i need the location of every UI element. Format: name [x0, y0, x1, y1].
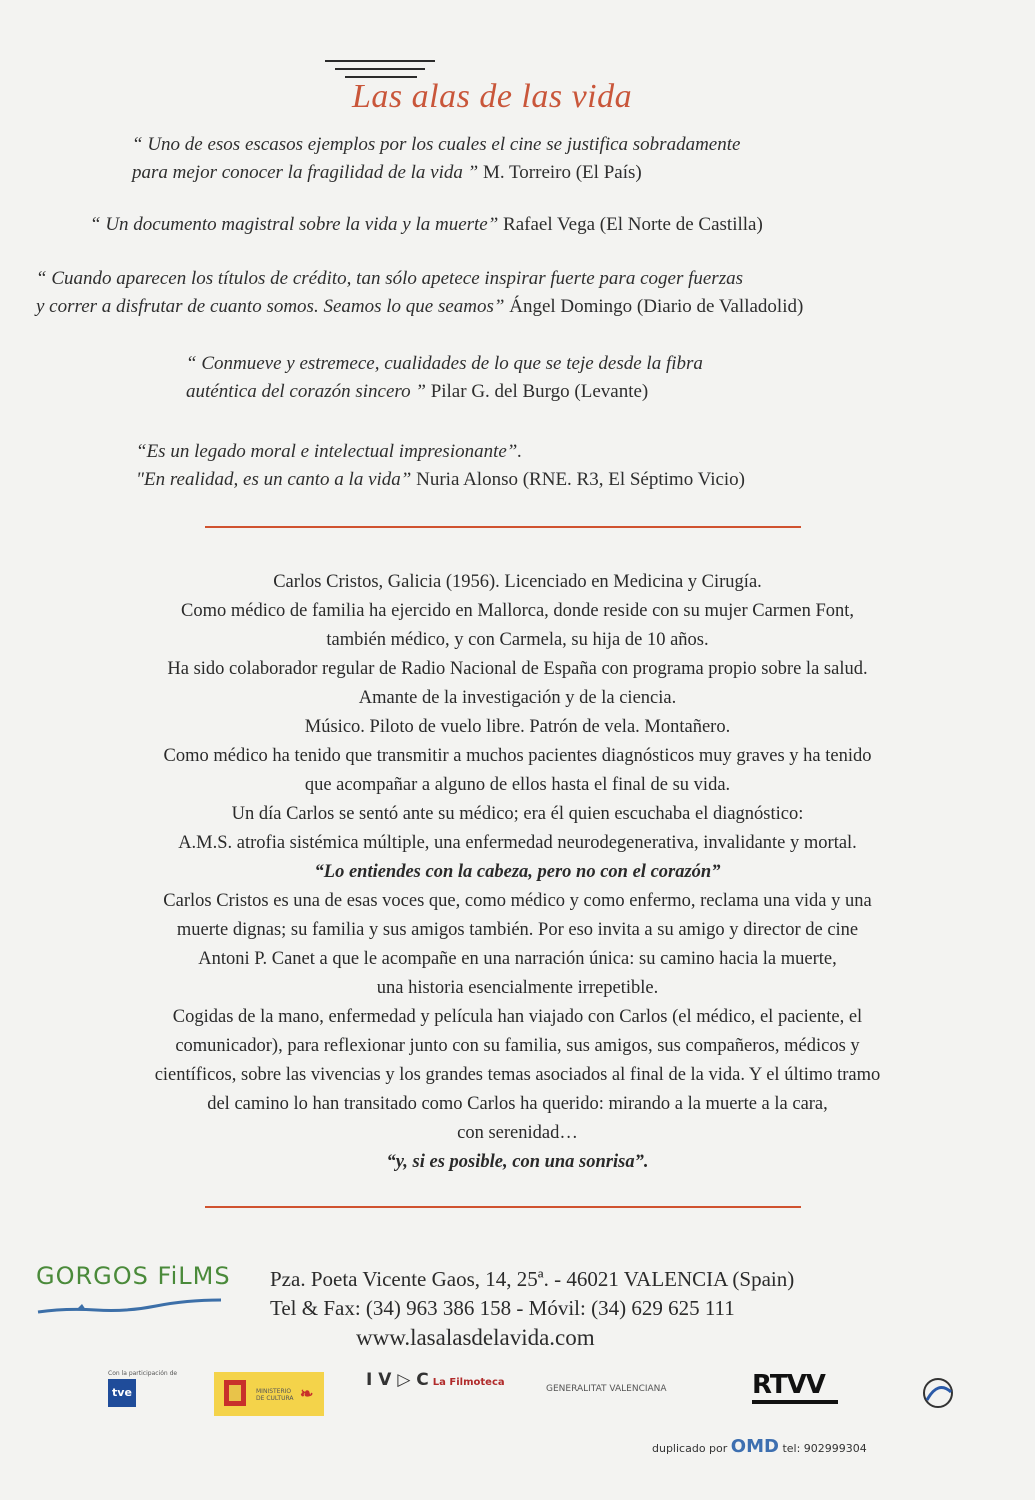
bio-line: una historia esencialmente irrepetible. — [376, 978, 659, 998]
bio-line: Cogidas de la mano, enfermedad y película han viajado con Carlos (el médico, el paciente, el — [172, 1007, 863, 1027]
divider-bottom — [205, 1206, 801, 1208]
bio-line: Antoni P. Canet a que le acompañe en una narración única: su camino hacia la muerte, — [198, 949, 837, 969]
quote-line: “Es un legado moral e intelectual impresionante”. — [136, 441, 523, 462]
quote-2 — [90, 211, 763, 239]
quote-5 — [136, 438, 745, 494]
quote-4 — [186, 350, 703, 406]
quote-line: “ Cuando aparecen los títulos de crédito, tan sólo apetece inspirar fuerte para coger fuerzas — [36, 268, 743, 289]
bio-line: Un día Carlos se sentó ante su médico; era él quien escuchaba el diagnóstico: — [231, 804, 804, 824]
rtvv-logo: RTVV — [752, 1370, 842, 1418]
divider-top — [205, 526, 801, 528]
bio-line: muerte dignas; su familia y sus amigos también. Por eso invita a su amigo y director de cine — [176, 920, 859, 940]
quote-source: Nuria Alonso (RNE. R3, El Séptimo Vicio) — [416, 469, 746, 490]
bio-line: del camino lo han transitado como Carlos ha querido: mirando a la muerte a la cara, — [207, 1094, 828, 1114]
address: Pza. Poeta Vicente Gaos, 14, 25ª. - 46021 VALENCIA (Spain) — [270, 1267, 795, 1291]
bio-line: comunicador), para reflexionar junto con su familia, sus amigos, sus compañeros, médicos y — [175, 1036, 860, 1056]
tve-logo: Con la participación de tve — [108, 1370, 178, 1418]
website-link[interactable]: www.lasalasdelavida.com — [356, 1325, 595, 1350]
quote-line: y correr a disfrutar de cuanto somos. Seamos lo que seamos” — [36, 296, 505, 317]
quote-line: “ Uno de esos escasos ejemplos por los cuales el cine se justifica sobradamente — [132, 134, 741, 155]
quote-line: auténtica del corazón sincero ” — [186, 381, 426, 402]
quote-line: “ Conmueve y estremece, cualidades de lo que se teje desde la fibra — [186, 353, 703, 374]
bio-line: Como médico de familia ha ejercido en Mallorca, donde reside con su mujer Carmen Font, — [181, 601, 854, 621]
bio-line: Carlos Cristos es una de esas voces que, como médico y como enfermo, reclama una vida y una — [163, 891, 872, 911]
bio-line: Como médico ha tenido que transmitir a muchos pacientes diagnósticos muy graves y ha tenido — [163, 746, 872, 766]
biography — [0, 568, 1035, 1177]
bio-line: que acompañar a alguno de ellos hasta el final de su vida. — [304, 775, 731, 795]
quote-line: para mejor conocer la fragilidad de la vida ” — [132, 162, 479, 183]
duplication-credit: duplicado por OMD tel: 902999304 — [652, 1436, 867, 1457]
bio-line: científicos, sobre las vivencias y los grandes temas asociados al final de la vida. Y el último tramo — [154, 1065, 881, 1085]
logo-swoosh-icon — [36, 1290, 226, 1320]
gorgos-films-logo — [36, 1262, 236, 1332]
generalitat-valenciana-logo: GENERALITAT VALENCIANA — [546, 1384, 667, 1394]
bio-line: con serenidad… — [457, 1123, 578, 1143]
quote-line: “ Un documento magistral sobre la vida y la muerte” — [90, 214, 499, 235]
quote-source: M. Torreiro (El País) — [482, 162, 642, 183]
contact-info — [270, 1265, 794, 1323]
quote-3 — [36, 265, 803, 321]
bio-line: Amante de la investigación y de la ciencia. — [358, 688, 677, 708]
icaa-mark-icon: ❧ — [300, 1386, 314, 1403]
bio-line: Ha sido colaborador regular de Radio Nacional de España con programa propio sobre la salud. — [167, 659, 868, 679]
quote-source: Ángel Domingo (Diario de Valladolid) — [509, 296, 804, 317]
quote-source: Pilar G. del Burgo (Levante) — [430, 381, 649, 402]
bio-highlight-quote: “Lo entiendes con la cabeza, pero no con el corazón” — [314, 862, 721, 882]
coat-of-arms-icon — [220, 1376, 250, 1412]
bio-line: Carlos Cristos, Galicia (1956). Licenciado en Medicina y Cirugía. — [273, 572, 762, 592]
quote-1 — [132, 131, 740, 187]
ivac-filmoteca-logo: I V ▷ C La Filmoteca — [366, 1370, 505, 1390]
bio-line: Músico. Piloto de vuelo libre. Patrón de vela. Montañero. — [304, 717, 731, 737]
page-title: Las alas de las vida — [352, 78, 633, 115]
quote-source: Rafael Vega (El Norte de Castilla) — [503, 214, 763, 235]
ministerio-cultura-logo: MINISTERIO DE CULTURA ❧ — [214, 1372, 324, 1416]
bio-closing-quote: “y, si es posible, con una sonrisa”. — [386, 1152, 649, 1172]
phone: Tel & Fax: (34) 963 386 158 - Móvil: (34) 629 625 111 — [270, 1296, 735, 1320]
logo-text: GORGOS FiLMS — [36, 1262, 231, 1290]
quote-line: "En realidad, es un canto a la vida” — [136, 469, 412, 490]
bio-line: A.M.S. atrofia sistémica múltiple, una enfermedad neurodegenerativa, invalidante y mortal. — [178, 833, 857, 853]
seal-icon — [915, 1370, 961, 1416]
round-seal-logo — [915, 1370, 965, 1418]
bio-line: también médico, y con Carmela, su hija de 10 años. — [326, 630, 709, 650]
